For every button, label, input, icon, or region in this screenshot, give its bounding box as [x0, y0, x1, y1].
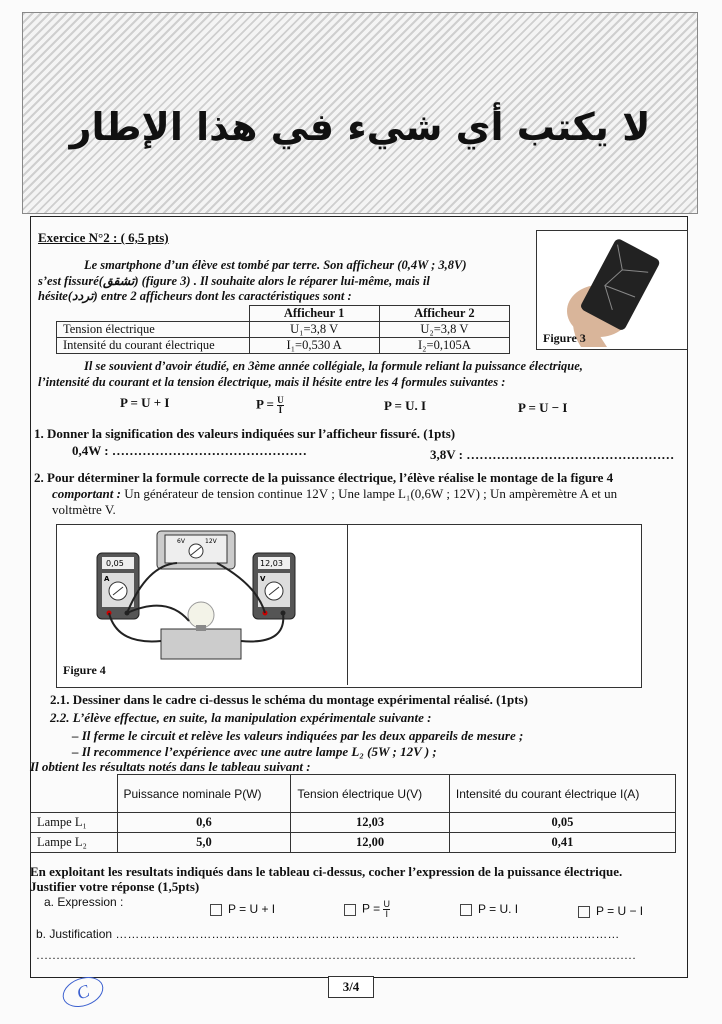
results-cell: 0,41	[449, 833, 675, 853]
results-intro: Il obtient les résultats notés dans le tableau suivant :	[30, 759, 311, 774]
answer-line-0-4w[interactable]: 0,4W : ………………………………………	[72, 443, 307, 458]
handwritten-letter: C	[73, 980, 93, 1004]
choice-4[interactable]	[578, 904, 643, 918]
question-1: 1. Donner la signification des valeurs indiquées sur l’afficheur fissuré. (1pts)	[34, 426, 456, 441]
ammeter-letter: A	[104, 575, 110, 583]
results-cell: Lampe L₁	[31, 813, 118, 833]
intro-line-1: Le smartphone d’un élève est tombé par terre. Son afficheur (0,4W ; 3,8V)	[84, 258, 467, 272]
checkbox[interactable]	[578, 906, 590, 918]
fraction	[383, 900, 390, 919]
justification-line[interactable]: b. Justification ………………………………………………………………………………………………………………	[36, 927, 620, 941]
results-header-voltage: Tension électrique U(V)	[291, 775, 450, 813]
table1-cell: U₁=3,8 V	[249, 322, 379, 338]
fraction-numerator: U	[277, 395, 284, 405]
recall-line-2: l’intensité du courant et la tension électrique, mais il hésite entre les 4 formules suivantes :	[38, 375, 506, 389]
figure-4-label: Figure 4	[63, 663, 106, 677]
formula-2-prefix: P =	[256, 396, 274, 412]
q2-rest: Un générateur de tension continue 12V ; Une lampe L₁(0,6W ; 12V) ; Un ampèremètre A et un	[120, 486, 618, 501]
choice-2-label: P =	[362, 901, 381, 916]
choice-4-label: P = U − I	[596, 904, 644, 918]
table1-cell: I₁=0,530 A	[249, 338, 379, 354]
results-header-power: Puissance nominale P(W)	[117, 775, 291, 813]
results-cell: 0,6	[117, 813, 291, 833]
question-2-line-2	[52, 486, 617, 502]
checkbox[interactable]	[210, 904, 222, 916]
exploit-line-1: En exploitant les resultats indiqués dans le tableau ci-dessus, cocher l’expression de la puissance électrique.	[30, 864, 623, 879]
recall-line-1: Il se souvient d’avoir étudié, en 3ème année collégiale, la formule reliant la puissance électrique,	[84, 359, 583, 373]
ammeter-reading: 0,05	[106, 559, 124, 568]
results-cell: 5,0	[117, 833, 291, 853]
exercise-title: Exercice N°2 : ( 6,5 pts)	[38, 230, 169, 245]
fraction-numerator: U	[383, 899, 390, 909]
results-cell: 12,03	[291, 813, 450, 833]
results-table	[30, 774, 676, 853]
choice-1[interactable]	[210, 902, 275, 916]
table1-cell: I₂=0,105A	[379, 338, 509, 354]
intro-line-3: hésite(تردد) entre 2 afficheurs dont les caractéristiques sont :	[38, 289, 352, 303]
formula-2	[256, 396, 284, 415]
formula-4: P = U − I	[518, 400, 568, 415]
choice-3[interactable]	[460, 902, 518, 916]
figure-3-label: Figure 3	[543, 331, 586, 345]
table1-cell: U₂=3,8 V	[379, 322, 509, 338]
results-cell: 0,05	[449, 813, 675, 833]
choice-2[interactable]	[344, 900, 390, 919]
circuit-illustration	[57, 525, 347, 685]
formula-3: P = U. I	[384, 398, 427, 413]
choice-1-label: P = U + I	[228, 902, 276, 916]
table1-cell: Tension électrique	[57, 322, 250, 338]
fraction	[277, 396, 284, 415]
figure-3	[536, 230, 688, 350]
question-2-line-3: voltmètre V.	[52, 502, 116, 517]
checkbox[interactable]	[460, 904, 472, 916]
table1-cell: Intensité du courant électrique	[57, 338, 250, 354]
intro-line-2: s’est fissuré(تشقق) (figure 3) . Il souhaite alors le réparer lui-même, mais il	[38, 274, 430, 288]
do-not-write-zone	[22, 12, 698, 214]
exploit-line-2: Justifier votre réponse (1,5pts)	[30, 879, 200, 894]
table-row	[31, 833, 676, 853]
page-number: 3/4	[328, 976, 374, 998]
expression-label: a. Expression :	[44, 895, 124, 909]
table-row	[57, 338, 510, 354]
table1-header-2: Afficheur 2	[379, 306, 509, 322]
question-2-1: 2.1. Dessiner dans le cadre ci-dessus le schéma du montage expérimental réalisé. (1pts)	[50, 692, 528, 707]
voltmeter-letter: V	[260, 575, 266, 583]
voltmeter-reading: 12,03	[260, 559, 283, 568]
question-2-2-bullet-1: – Il ferme le circuit et relève les valeurs indiquées par les deux appareils de mesure ;	[72, 728, 524, 743]
generator-label-12v: 12V	[205, 538, 217, 545]
table1-header-1: Afficheur 1	[249, 306, 379, 322]
answer-line-3-8v[interactable]: 3,8V : …………………………………………	[430, 447, 675, 462]
results-cell: 12,00	[291, 833, 450, 853]
table-row	[57, 322, 510, 338]
figure-4	[56, 524, 642, 688]
choice-3-label: P = U. I	[478, 902, 519, 916]
question-2-2: 2.2. L’élève effectue, en suite, la manipulation expérimentale suivante :	[50, 710, 432, 725]
question-2-line-1: 2. Pour déterminer la formule correcte de la puissance électrique, l’élève réalise le montage de la figure 4	[34, 470, 614, 485]
schema-drawing-area[interactable]	[348, 525, 639, 685]
generator-label-6v: 6V	[177, 538, 185, 545]
fraction-denominator: I	[278, 405, 283, 415]
q2-bold: comportant :	[52, 486, 121, 501]
results-cell: Lampe L₂	[31, 833, 118, 853]
justification-line-2[interactable]: ……………………………………………………………………………………………………………………………………	[36, 948, 636, 962]
checkbox[interactable]	[344, 904, 356, 916]
formula-1: P = U + I	[120, 395, 170, 410]
fraction-denominator: I	[385, 909, 388, 919]
table-row	[31, 813, 676, 833]
arabic-notice: لا يكتب أي شيء في هذا الإطار	[69, 105, 651, 149]
display-characteristics-table	[56, 305, 510, 354]
question-2-2-bullet-2: – Il recommence l’expérience avec une autre lampe L₂ (5W ; 12V ) ;	[72, 744, 437, 759]
results-header-current: Intensité du courant électrique I(A)	[449, 775, 675, 813]
